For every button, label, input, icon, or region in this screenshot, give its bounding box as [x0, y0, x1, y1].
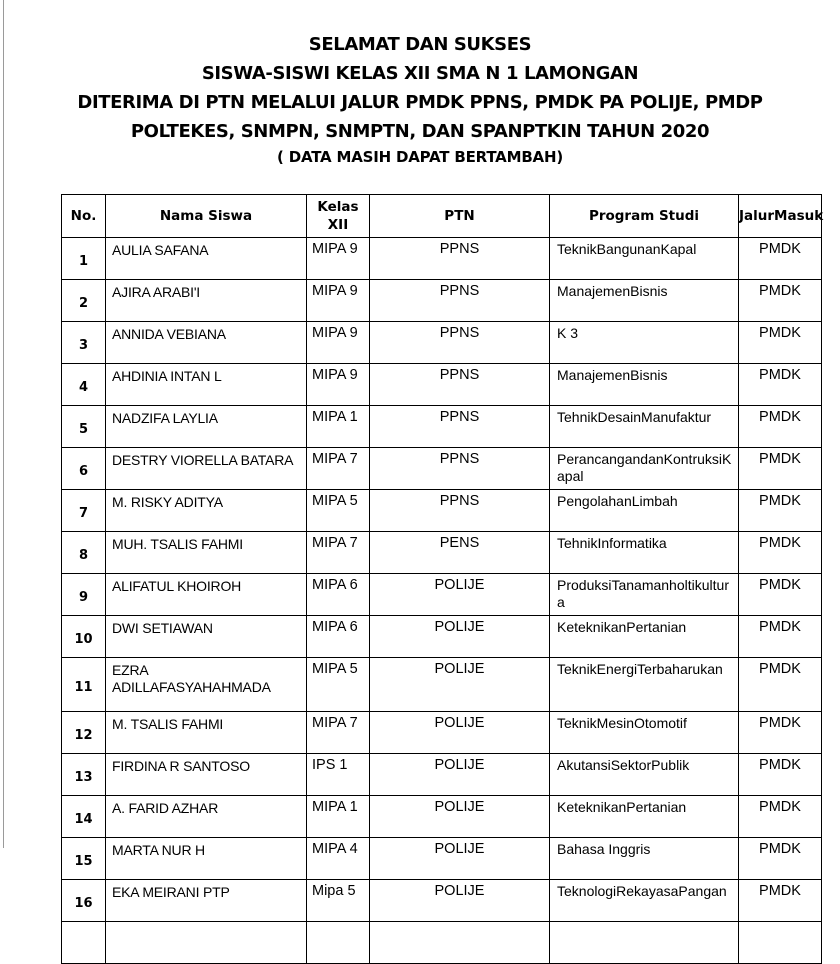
cell-ptn: PPNS: [370, 322, 550, 364]
cell-kelas: MIPA 9: [307, 364, 370, 406]
student-table-container: [61, 194, 822, 964]
cell-jalur: PMDK: [739, 754, 822, 796]
cell-nama: ANNIDA VEBIANA: [106, 322, 307, 364]
cell-kelas: MIPA 7: [307, 448, 370, 490]
cell-ptn: POLIJE: [370, 796, 550, 838]
cell-nama: MARTA NUR H: [106, 838, 307, 880]
cell-jalur: PMDK: [739, 880, 822, 922]
title-line-4: POLTEKES, SNMPN, SNMPTN, DAN SPANPTKIN TAHUN 2020: [130, 121, 710, 142]
cell-no: 3: [62, 322, 106, 364]
cell-kelas: MIPA 1: [307, 406, 370, 448]
cell-prodi: TeknikBangunanKapal: [550, 238, 739, 280]
cell-ptn: PPNS: [370, 364, 550, 406]
cell-nama: M. RISKY ADITYA: [106, 490, 307, 532]
title-line-1: SELAMAT DAN SUKSES: [308, 34, 532, 55]
table-row: [62, 406, 822, 448]
cell-ptn: POLIJE: [370, 658, 550, 712]
table-row: [62, 838, 822, 880]
cell-nama: A. FARID AZHAR: [106, 796, 307, 838]
table-row: [62, 796, 822, 838]
cell-prodi: Bahasa Inggris: [550, 838, 739, 880]
cell-ptn: PPNS: [370, 490, 550, 532]
table-row: [62, 574, 822, 616]
cell-nama: AHDINIA INTAN L: [106, 364, 307, 406]
cell-jalur: PMDK: [739, 574, 822, 616]
cell-jalur: PMDK: [739, 616, 822, 658]
cell-prodi: KeteknikanPertanian: [550, 616, 739, 658]
data-note: ( DATA MASIH DAPAT BERTAMBAH): [277, 148, 563, 166]
table-row: [62, 532, 822, 574]
cell-ptn: POLIJE: [370, 574, 550, 616]
cell-prodi: KeteknikanPertanian: [550, 796, 739, 838]
table-row: [62, 238, 822, 280]
cell-no: 5: [62, 406, 106, 448]
column-header-kelas: Kelas XII: [307, 195, 370, 238]
cell-jalur: PMDK: [739, 322, 822, 364]
cell-jalur: PMDK: [739, 838, 822, 880]
cell-prodi: PerancangandanKontruksiKapal: [550, 448, 739, 490]
column-header-ptn: PTN: [370, 195, 550, 238]
column-header-no: No.: [62, 195, 106, 238]
cell-kelas: MIPA 5: [307, 490, 370, 532]
cell-prodi: TehnikInformatika: [550, 532, 739, 574]
cell-nama: AJIRA ARABI'I: [106, 280, 307, 322]
cell-nama: DWI SETIAWAN: [106, 616, 307, 658]
cell-prodi: TehnikDesainManufaktur: [550, 406, 739, 448]
cell-ptn: PPNS: [370, 280, 550, 322]
cell-prodi: ProduksiTanamanholtikultura: [550, 574, 739, 616]
cell-ptn: PPNS: [370, 238, 550, 280]
cell-no: 7: [62, 490, 106, 532]
cell-jalur: PMDK: [739, 712, 822, 754]
cell-kelas: MIPA 7: [307, 532, 370, 574]
cell-kelas: MIPA 1: [307, 796, 370, 838]
cell-nama: EKA MEIRANI PTP: [106, 880, 307, 922]
document-header: [0, 34, 840, 173]
cell-kelas: MIPA 6: [307, 616, 370, 658]
cell-nama: NADZIFA LAYLIA: [106, 406, 307, 448]
cell-jalur: PMDK: [739, 490, 822, 532]
table-row: [62, 490, 822, 532]
cell-nama: AULIA SAFANA: [106, 238, 307, 280]
cell-prodi: TeknikEnergiTerbaharukan: [550, 658, 739, 712]
title-line-3: DITERIMA DI PTN MELALUI JALUR PMDK PPNS, PMDK PA POLIJE, PMDP: [77, 92, 763, 113]
cell-jalur: PMDK: [739, 796, 822, 838]
cell-jalur: PMDK: [739, 280, 822, 322]
cell-prodi: PengolahanLimbah: [550, 490, 739, 532]
cell-nama: MUH. TSALIS FAHMI: [106, 532, 307, 574]
cell-kelas: MIPA 9: [307, 238, 370, 280]
cell-no: 15: [62, 838, 106, 880]
cell-kelas: MIPA 7: [307, 712, 370, 754]
table-row-cut-off: [62, 922, 822, 964]
table-row: [62, 712, 822, 754]
table-row: [62, 322, 822, 364]
table-row: [62, 364, 822, 406]
cell-no: 2: [62, 280, 106, 322]
student-table: [61, 194, 822, 964]
cell-ptn: PPNS: [370, 406, 550, 448]
table-row: [62, 754, 822, 796]
column-header-nama: Nama Siswa: [106, 195, 307, 238]
cell-no: 10: [62, 616, 106, 658]
cell-prodi: AkutansiSektorPublik: [550, 754, 739, 796]
cell-jalur: PMDK: [739, 658, 822, 712]
table-row: [62, 658, 822, 712]
table-body: [62, 238, 822, 964]
cell-prodi: TeknologiRekayasaPangan: [550, 880, 739, 922]
cell-prodi: ManajemenBisnis: [550, 280, 739, 322]
column-header-jalur: JalurMasuk: [739, 195, 822, 238]
cell-ptn: PENS: [370, 532, 550, 574]
cell-jalur: PMDK: [739, 238, 822, 280]
cell-kelas: IPS 1: [307, 754, 370, 796]
cell-nama: EZRA ADILLAFASYAHAHMADA: [106, 658, 307, 712]
cell-no: 12: [62, 712, 106, 754]
cell-no: 11: [62, 658, 106, 712]
cell-ptn: POLIJE: [370, 712, 550, 754]
cell-jalur: PMDK: [739, 406, 822, 448]
cell-no: 14: [62, 796, 106, 838]
cell-kelas: MIPA 4: [307, 838, 370, 880]
table-row: [62, 616, 822, 658]
cell-ptn: PPNS: [370, 448, 550, 490]
cell-no: 6: [62, 448, 106, 490]
table-row: [62, 448, 822, 490]
column-header-prodi: Program Studi: [550, 195, 739, 238]
cell-ptn: POLIJE: [370, 880, 550, 922]
cell-kelas: MIPA 9: [307, 280, 370, 322]
cell-kelas: MIPA 5: [307, 658, 370, 712]
cell-no: 1: [62, 238, 106, 280]
cell-no: 16: [62, 880, 106, 922]
cell-jalur: PMDK: [739, 448, 822, 490]
cell-nama: M. TSALIS FAHMI: [106, 712, 307, 754]
cell-kelas: MIPA 6: [307, 574, 370, 616]
cell-nama: ALIFATUL KHOIROH: [106, 574, 307, 616]
cell-kelas: MIPA 9: [307, 322, 370, 364]
cell-no: 8: [62, 532, 106, 574]
cell-nama: DESTRY VIORELLA BATARA: [106, 448, 307, 490]
cell-ptn: POLIJE: [370, 838, 550, 880]
cell-jalur: PMDK: [739, 532, 822, 574]
table-row: [62, 880, 822, 922]
cell-ptn: POLIJE: [370, 616, 550, 658]
cell-kelas: Mipa 5: [307, 880, 370, 922]
cell-no: 4: [62, 364, 106, 406]
cell-nama: FIRDINA R SANTOSO: [106, 754, 307, 796]
cell-ptn: POLIJE: [370, 754, 550, 796]
cell-prodi: K 3: [550, 322, 739, 364]
title-line-2: SISWA-SISWI KELAS XII SMA N 1 LAMONGAN: [201, 63, 639, 84]
cell-no: 9: [62, 574, 106, 616]
cell-prodi: TeknikMesinOtomotif: [550, 712, 739, 754]
table-row: [62, 280, 822, 322]
cell-prodi: ManajemenBisnis: [550, 364, 739, 406]
table-header-row: [62, 195, 822, 238]
cell-no: 13: [62, 754, 106, 796]
cell-jalur: PMDK: [739, 364, 822, 406]
